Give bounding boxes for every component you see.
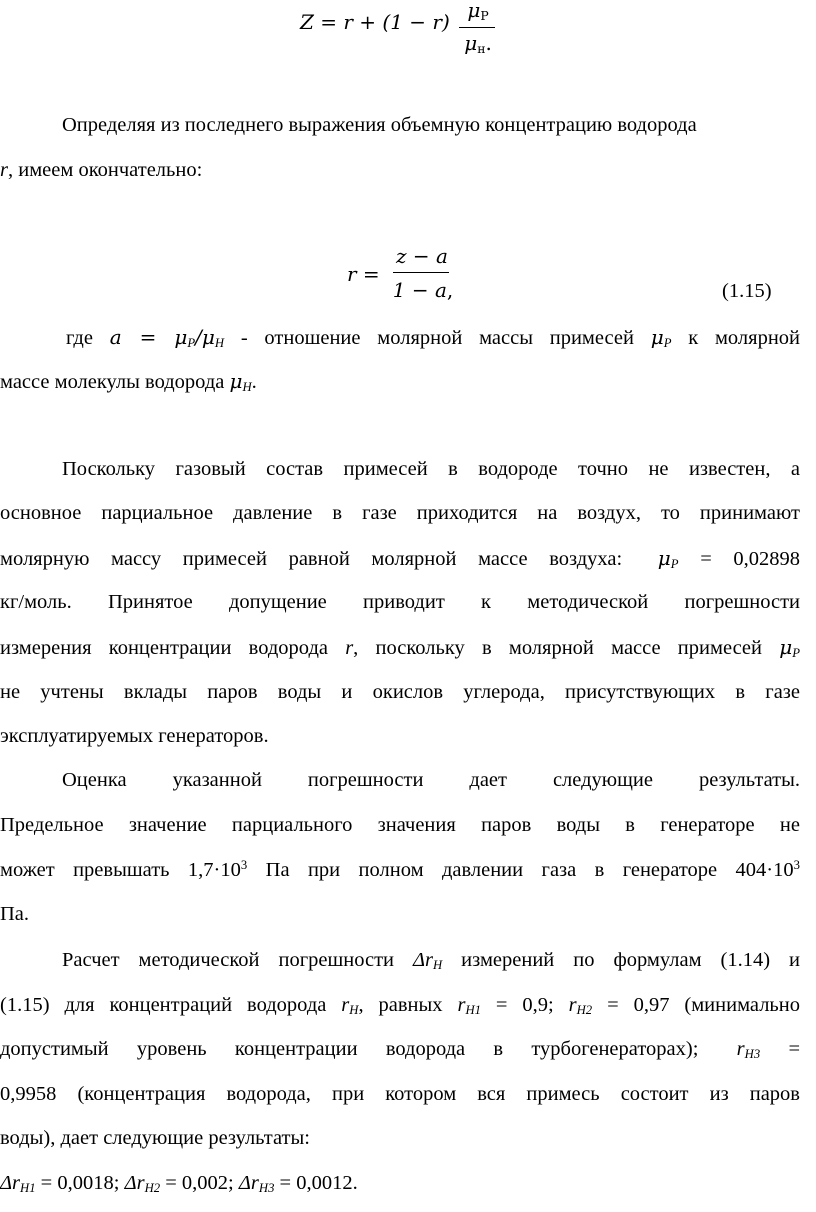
formula-z-fraction-bar (459, 27, 495, 28)
p5-line-1 (62, 945, 800, 975)
p5-l1-text-b: измерений по формулам (1.14) и (442, 949, 800, 971)
p5-l2-sub1: H1 (465, 1003, 481, 1018)
p4-l3-sup2: 3 (793, 858, 800, 873)
p4-line-1: Оценка указанной погрешности дает следующие результаты. (62, 769, 800, 791)
p5-l1-sub: H (433, 958, 443, 973)
formula-z-period: . (485, 31, 492, 55)
p2-sub-h: H (214, 336, 225, 351)
p3-l5-r: r (345, 637, 354, 659)
p2-l2-sub-h: H (242, 380, 252, 395)
p2-l2-mu: μ (229, 369, 243, 393)
p2-l2-period: . (251, 371, 257, 393)
p5-l6-dr2: Δr (124, 1172, 145, 1194)
formula-r-comma: , (446, 278, 454, 302)
var-r: r (0, 159, 8, 181)
p5-line-6 (0, 1168, 800, 1198)
formula-z-denominator (456, 31, 500, 55)
p5-l6-s2: H2 (144, 1181, 161, 1196)
p5-l3-text-a: допустимый уровень концентрации водорода в турбогенераторах); (0, 1038, 699, 1060)
p5-l2-text-a: (1.15) для концентраций водорода (0, 994, 342, 1016)
p3-l5-mu: μ (779, 635, 793, 659)
formula-z-num-mu: μ (467, 0, 481, 22)
p5-l2-text-c: = 0,9; (480, 994, 569, 1016)
p2-line-2 (0, 366, 800, 396)
formula-z-den-sub: н (477, 41, 486, 57)
p3-l3-sub: P (670, 557, 679, 572)
p4-line-3 (0, 855, 800, 885)
p4-l3-text-a: может превышать 1,7·10 (0, 859, 241, 881)
p3-line-2: основное парциальное давление в газе приходится на воздух, то принимают (0, 502, 800, 524)
formula-r-denominator (392, 278, 454, 302)
p2-sub-p: P (187, 336, 196, 351)
p5-l6-v1: = 0,0018; (35, 1172, 125, 1194)
p2-l2-text: массе молекулы водорода (0, 371, 230, 393)
p5-l2-sub: H (349, 1003, 359, 1018)
p5-l6-s3: H3 (258, 1181, 275, 1196)
p4-l3-text-b: Па при полном давлении газа в генераторе 404·10 (247, 859, 794, 881)
p2-text-a: где (66, 327, 110, 349)
formula-z-num-sub: P (480, 8, 489, 24)
p2-math-slash: /μ (195, 325, 215, 349)
p4-line-2: Предельное значение парциального значения паров воды в генераторе не (0, 814, 800, 836)
p5-l6-dr1: Δr (0, 1172, 21, 1194)
p1-line-1: Определяя из последнего выражения объемную концентрацию водорода (62, 114, 697, 136)
p4-l3-sup1: 3 (240, 858, 248, 873)
p5-line-5: воды), дает следующие результаты: (0, 1127, 310, 1149)
p5-l2-text-d: = 0,97 (минимально (592, 994, 800, 1016)
p3-l3-text: молярную массу примесей равной молярной массе воздуха: (0, 548, 623, 570)
p2-line-1 (66, 322, 800, 352)
p5-l3-sub: H3 (744, 1047, 761, 1062)
p5-l2-sub2: H2 (576, 1003, 593, 1018)
formula-z-lhs: Z = r + (1 − r) (300, 10, 450, 34)
p3-line-1: Поскольку газовый состав примесей в водороде точно не известен, а (62, 458, 800, 480)
p3-line-6: не учтены вклады паров воды и окислов углерода, присутствующих в газе (0, 681, 800, 703)
p3-l5-sub: P (792, 646, 800, 661)
p5-line-3 (0, 1034, 800, 1064)
formula-z-numerator (458, 0, 498, 22)
p5-l1-delta-r: Δr (412, 949, 433, 971)
p3-l5-text-b: , поскольку в молярной массе примесей (353, 637, 780, 659)
p2-text-c: к молярной (671, 327, 801, 349)
p1-line-2-text: , имеем окончательно: (7, 159, 203, 181)
p5-line-4: 0,9958 (концентрация водорода, при котором вся примесь состоит из паров (0, 1083, 800, 1105)
formula-z-den-mu: μ (464, 31, 478, 55)
p5-l2-r2: r (568, 994, 577, 1016)
p3-line-4: кг/моль. Принятое допущение приводит к методической погрешности (0, 591, 800, 613)
p4-line-4: Па. (0, 903, 30, 925)
p3-line-3 (0, 543, 800, 573)
p3-line-5 (0, 632, 800, 662)
p5-l2-r: r (341, 994, 350, 1016)
p5-l6-dr3: Δr (238, 1172, 259, 1194)
p5-l3-equals: = (788, 1038, 800, 1060)
p1-line-2 (0, 155, 800, 185)
p3-l3-value: = 0,02898 (678, 548, 800, 570)
p5-l6-v3: = 0,0012. (274, 1172, 358, 1194)
p5-l1-text-a: Расчет методической погрешности (62, 949, 413, 971)
formula-r-numerator: z − a (396, 244, 448, 268)
p5-l6-s1: H1 (20, 1181, 36, 1196)
p5-line-2 (0, 990, 800, 1020)
p2-sub-p2: P (663, 336, 672, 351)
p2-mu: μ (650, 325, 664, 349)
formula-r-den-text: 1 − a (392, 278, 447, 302)
formula-r-lhs: r = (347, 262, 380, 286)
p3-line-7: эксплуатируемых генераторов. (0, 725, 269, 747)
p5-l2-text-b: , равных (358, 994, 458, 1016)
equation-number: (1.15) (722, 280, 772, 302)
formula-r-fraction-bar (393, 272, 449, 273)
p2-math-a: a = μ (109, 325, 188, 349)
p5-l3-r: r (736, 1038, 745, 1060)
p3-l5-text-a: измерения концентрации водорода (0, 637, 346, 659)
p5-l2-r1: r (457, 994, 466, 1016)
p3-l3-mu: μ (657, 546, 671, 570)
p2-text-b: - отношение молярной массы примесей (224, 327, 651, 349)
p5-l6-v2: = 0,002; (160, 1172, 239, 1194)
